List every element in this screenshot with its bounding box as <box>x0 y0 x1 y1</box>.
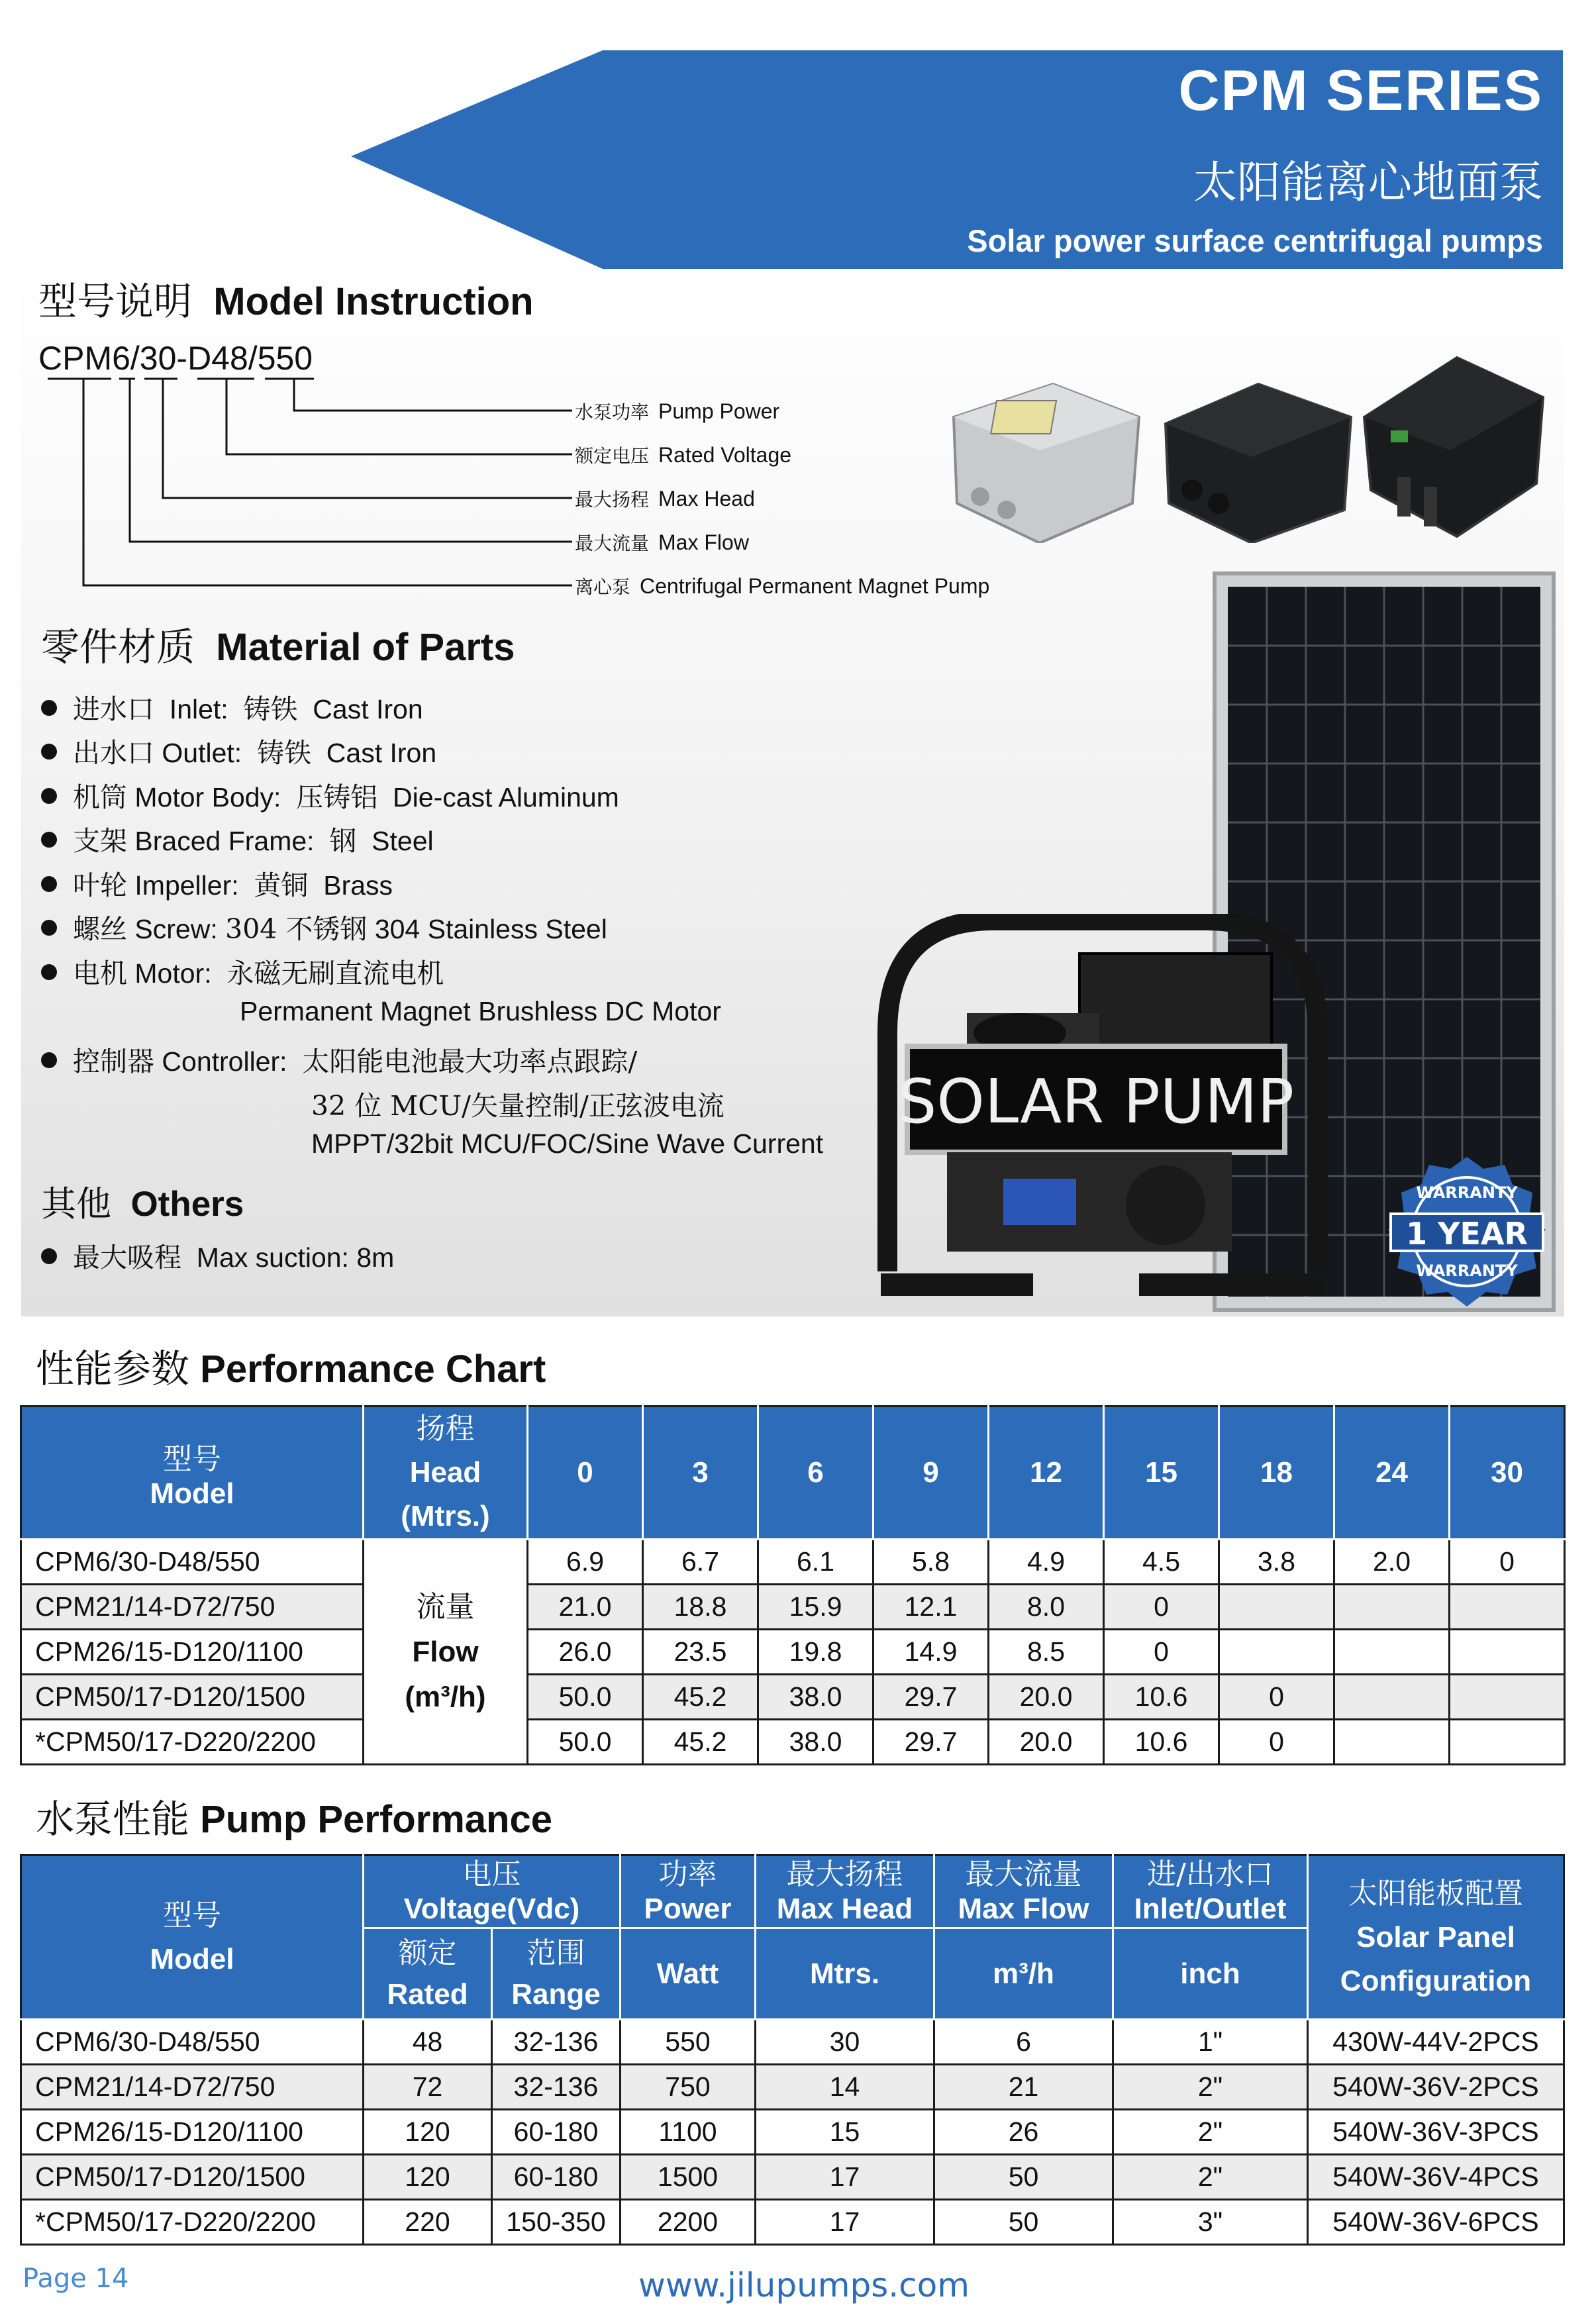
col-header-max-flow: 最大流量 Max Flow <box>934 1855 1113 1928</box>
rated-voltage-cell: 120 <box>364 2110 492 2155</box>
col-header-m3h: m³/h <box>934 1928 1113 2020</box>
flow-cell <box>1450 1630 1565 1675</box>
flow-cell: 6.9 <box>528 1540 643 1585</box>
material-item: 叶轮 Impeller: 黄铜 Brass <box>41 864 393 903</box>
flow-cell: 45.2 <box>643 1720 758 1765</box>
flow-cell <box>1334 1720 1450 1765</box>
flow-cell: 0 <box>1104 1630 1219 1675</box>
col-header-watt: Watt <box>621 1928 756 2020</box>
col-header-voltage: 电压 Voltage(Vdc) <box>364 1855 621 1928</box>
flow-cell: 0 <box>1219 1675 1334 1720</box>
voltage-range-cell: 150-350 <box>492 2200 621 2245</box>
performance-chart-table <box>20 1405 1566 1765</box>
power-cell: 750 <box>621 2065 756 2110</box>
flow-cell: 10.6 <box>1104 1720 1219 1765</box>
col-header-head-value: 24 <box>1334 1407 1450 1540</box>
flow-cell: 2.0 <box>1334 1540 1450 1585</box>
col-header-head-value: 15 <box>1104 1407 1219 1540</box>
flow-cell: 26.0 <box>528 1630 643 1675</box>
table-row <box>21 1585 1565 1630</box>
controller-boxes-image <box>940 344 1550 543</box>
flow-cell: 0 <box>1219 1720 1334 1765</box>
pump-blue-plate <box>1003 1179 1076 1225</box>
solar-panel-cell: 540W-36V-3PCS <box>1308 2110 1564 2155</box>
material-item: 控制器 Controller: 太阳能电池最大功率点跟踪/ <box>41 1040 637 1079</box>
inlet-outlet-cell: 2" <box>1113 2155 1308 2200</box>
col-header-head-value: 3 <box>643 1407 758 1540</box>
series-subtitle-cn: 太阳能离心地面泵 <box>1193 157 1543 208</box>
warranty-main-text: 1 YEAR <box>1406 1216 1528 1252</box>
voltage-range-cell: 32-136 <box>492 2065 621 2110</box>
warranty-bottom-text: WARRANTY <box>1416 1261 1518 1280</box>
col-header-head-value: 9 <box>873 1407 989 1540</box>
flow-cell: 18.8 <box>643 1585 758 1630</box>
performance-chart-title: 性能参数 Performance Chart <box>36 1346 546 1391</box>
table-row <box>21 2065 1564 2110</box>
max-flow-cell: 50 <box>934 2155 1113 2200</box>
table-row <box>21 2155 1564 2200</box>
inlet-outlet-cell: 2" <box>1113 2065 1308 2110</box>
rated-voltage-cell: 120 <box>364 2155 492 2200</box>
inlet-outlet-cell: 3" <box>1113 2200 1308 2245</box>
flow-cell: 3.8 <box>1219 1540 1334 1585</box>
flow-cell: 5.8 <box>873 1540 989 1585</box>
flow-cell: 20.0 <box>989 1675 1104 1720</box>
power-cell: 1500 <box>621 2155 756 2200</box>
controller-description-cn: 32 位 MCU/矢量控制/正弦波电流 <box>311 1090 724 1122</box>
model-cell: *CPM50/17-D220/2200 <box>21 1720 364 1765</box>
flow-cell: 6.1 <box>758 1540 873 1585</box>
legend-max-flow: 最大流量 Max Flow <box>575 530 749 554</box>
col-header-head-value: 0 <box>528 1407 643 1540</box>
max-flow-cell: 21 <box>934 2065 1113 2110</box>
controller-description-en: MPPT/32bit MCU/FOC/Sine Wave Current <box>311 1128 824 1159</box>
max-head-cell: 30 <box>756 2020 934 2065</box>
material-item: 出水口 Outlet: 铸铁 Cast Iron <box>41 731 436 770</box>
others-item: 最大吸程 Max suction: 8m <box>41 1236 394 1275</box>
col-header-max-head: 最大扬程 Max Head <box>756 1855 934 1928</box>
flow-cell <box>1219 1630 1334 1675</box>
max-flow-cell: 50 <box>934 2200 1113 2245</box>
model-code: CPM6/30-D48/550 <box>38 340 313 377</box>
flow-cell <box>1219 1585 1334 1630</box>
max-flow-cell: 6 <box>934 2020 1113 2065</box>
flow-cell: 14.9 <box>873 1630 989 1675</box>
controller-box-mppt <box>1364 358 1543 536</box>
model-cell: *CPM50/17-D220/2200 <box>21 2200 364 2245</box>
rated-voltage-cell: 48 <box>364 2020 492 2065</box>
flow-cell: 4.9 <box>989 1540 1104 1585</box>
model-cell: CPM21/14-D72/750 <box>21 2065 364 2110</box>
model-instruction-title: 型号说明 Model Instruction <box>38 279 534 324</box>
material-title: 零件材质 Material of Parts <box>41 624 515 669</box>
col-header-power: 功率 Power <box>621 1855 756 1928</box>
pump-performance-title: 水泵性能 Pump Performance <box>36 1797 552 1842</box>
flow-cell: 8.0 <box>989 1585 1104 1630</box>
table-row <box>21 2020 1564 2065</box>
legend-rated-voltage: 额定电压 Rated Voltage <box>575 443 792 467</box>
col-header-rated: 额定 Rated <box>364 1928 492 2020</box>
legend-centrifugal-pump: 离心泵 Centrifugal Permanent Magnet Pump <box>575 574 990 598</box>
material-item: 螺丝 Screw: 304 不锈钢 304 Stainless Steel <box>41 907 607 946</box>
model-cell: CPM50/17-D120/1500 <box>21 1675 364 1720</box>
flow-cell: 19.8 <box>758 1630 873 1675</box>
power-cell: 1100 <box>621 2110 756 2155</box>
flow-cell <box>1450 1585 1565 1630</box>
solar-pump-sign-text: SOLAR PUMP <box>898 1066 1294 1137</box>
table-row <box>21 2200 1564 2245</box>
material-item: 机筒 Motor Body: 压铸铝 Die-cast Aluminum <box>41 775 619 815</box>
power-cell: 550 <box>621 2020 756 2065</box>
solar-panel-cell: 540W-36V-4PCS <box>1308 2155 1564 2200</box>
model-cell: CPM26/15-D120/1100 <box>21 1630 364 1675</box>
controller-box-black <box>1166 384 1351 543</box>
col-header-head-value: 6 <box>758 1407 873 1540</box>
page-number: Page 14 <box>23 2263 129 2294</box>
solar-panel-cell: 540W-36V-6PCS <box>1308 2200 1564 2245</box>
flow-cell: 29.7 <box>873 1720 989 1765</box>
legend-max-head: 最大扬程 Max Head <box>575 487 755 511</box>
flow-cell: 12.1 <box>873 1585 989 1630</box>
inlet-outlet-cell: 2" <box>1113 2110 1308 2155</box>
material-item: 进水口 Inlet: 铸铁 Cast Iron <box>41 687 423 726</box>
col-header-head: 扬程 Head (Mtrs.) <box>364 1407 528 1540</box>
col-header-solar-panel: 太阳能板配置 Solar Panel Configuration <box>1308 1855 1564 2020</box>
pump-performance-table <box>20 1854 1565 2246</box>
model-code-leader-lines <box>33 376 589 601</box>
series-subtitle-en: Solar power surface centrifugal pumps <box>967 223 1543 258</box>
max-head-cell: 17 <box>756 2155 934 2200</box>
rated-voltage-cell: 220 <box>364 2200 492 2245</box>
warranty-top-text: WARRANTY <box>1416 1183 1518 1202</box>
flow-cell: 10.6 <box>1104 1675 1219 1720</box>
power-cell: 2200 <box>621 2200 756 2245</box>
voltage-range-cell: 60-180 <box>492 2155 621 2200</box>
flow-cell <box>1450 1720 1565 1765</box>
flow-cell: 23.5 <box>643 1630 758 1675</box>
solar-panel-cell: 540W-36V-2PCS <box>1308 2065 1564 2110</box>
model-cell: CPM26/15-D120/1100 <box>21 2110 364 2155</box>
col-header-head-value: 30 <box>1450 1407 1565 1540</box>
table-row <box>21 2110 1564 2155</box>
col-header-inlet-outlet: 进/出水口 Inlet/Outlet <box>1113 1855 1308 1928</box>
model-cell: CPM6/30-D48/550 <box>21 1540 364 1585</box>
solar-pump-unit-image <box>861 914 1338 1311</box>
model-cell: CPM21/14-D72/750 <box>21 1585 364 1630</box>
flow-label-cell: 流量 Flow (m³/h) <box>364 1540 528 1765</box>
flow-cell: 29.7 <box>873 1675 989 1720</box>
model-cell: CPM50/17-D120/1500 <box>21 2155 364 2200</box>
table-row <box>21 1720 1565 1765</box>
col-header-head-value: 12 <box>989 1407 1104 1540</box>
warranty-badge <box>1384 1156 1550 1308</box>
table-row <box>21 1675 1565 1720</box>
col-header-range: 范围 Range <box>492 1928 621 2020</box>
max-head-cell: 15 <box>756 2110 934 2155</box>
material-item: 电机 Motor: 永磁无刷直流电机 <box>41 952 444 991</box>
flow-cell: 0 <box>1450 1540 1565 1585</box>
rated-voltage-cell: 72 <box>364 2065 492 2110</box>
flow-cell <box>1334 1675 1450 1720</box>
flow-cell: 38.0 <box>758 1675 873 1720</box>
flow-cell <box>1450 1675 1565 1720</box>
flow-cell: 21.0 <box>528 1585 643 1630</box>
solar-panel-cell: 430W-44V-2PCS <box>1308 2020 1564 2065</box>
inlet-outlet-cell: 1" <box>1113 2020 1308 2065</box>
table-row <box>21 1540 1565 1585</box>
flow-cell: 20.0 <box>989 1720 1104 1765</box>
flow-cell: 8.5 <box>989 1630 1104 1675</box>
model-cell: CPM6/30-D48/550 <box>21 2020 364 2065</box>
series-title: CPM SERIES <box>1178 59 1543 123</box>
max-flow-cell: 26 <box>934 2110 1113 2155</box>
table-row <box>21 1630 1565 1675</box>
legend-pump-power: 水泵功率 Pump Power <box>575 399 780 423</box>
controller-box-silver <box>954 384 1139 543</box>
voltage-range-cell: 60-180 <box>492 2110 621 2155</box>
col-header-model: 型号 Model <box>21 1407 364 1540</box>
flow-cell: 38.0 <box>758 1720 873 1765</box>
col-header-head-value: 18 <box>1219 1407 1334 1540</box>
flow-cell <box>1334 1630 1450 1675</box>
max-head-cell: 17 <box>756 2200 934 2245</box>
col-header-model: 型号 Model <box>21 1855 364 2020</box>
flow-cell: 6.7 <box>643 1540 758 1585</box>
flow-cell: 15.9 <box>758 1585 873 1630</box>
others-title: 其他 Others <box>41 1184 244 1224</box>
flow-cell: 45.2 <box>643 1675 758 1720</box>
motor-description: Permanent Magnet Brushless DC Motor <box>240 996 721 1026</box>
max-head-cell: 14 <box>756 2065 934 2110</box>
material-item: 支架 Braced Frame: 钢 Steel <box>41 819 434 858</box>
flow-cell: 0 <box>1104 1585 1219 1630</box>
flow-cell: 50.0 <box>528 1720 643 1765</box>
col-header-inch: inch <box>1113 1928 1308 2020</box>
flow-cell: 4.5 <box>1104 1540 1219 1585</box>
voltage-range-cell: 32-136 <box>492 2020 621 2065</box>
flow-cell <box>1334 1585 1450 1630</box>
col-header-mtrs: Mtrs. <box>756 1928 934 2020</box>
flow-cell: 50.0 <box>528 1675 643 1720</box>
website-link[interactable]: www.jilupumps.com <box>638 2266 970 2304</box>
